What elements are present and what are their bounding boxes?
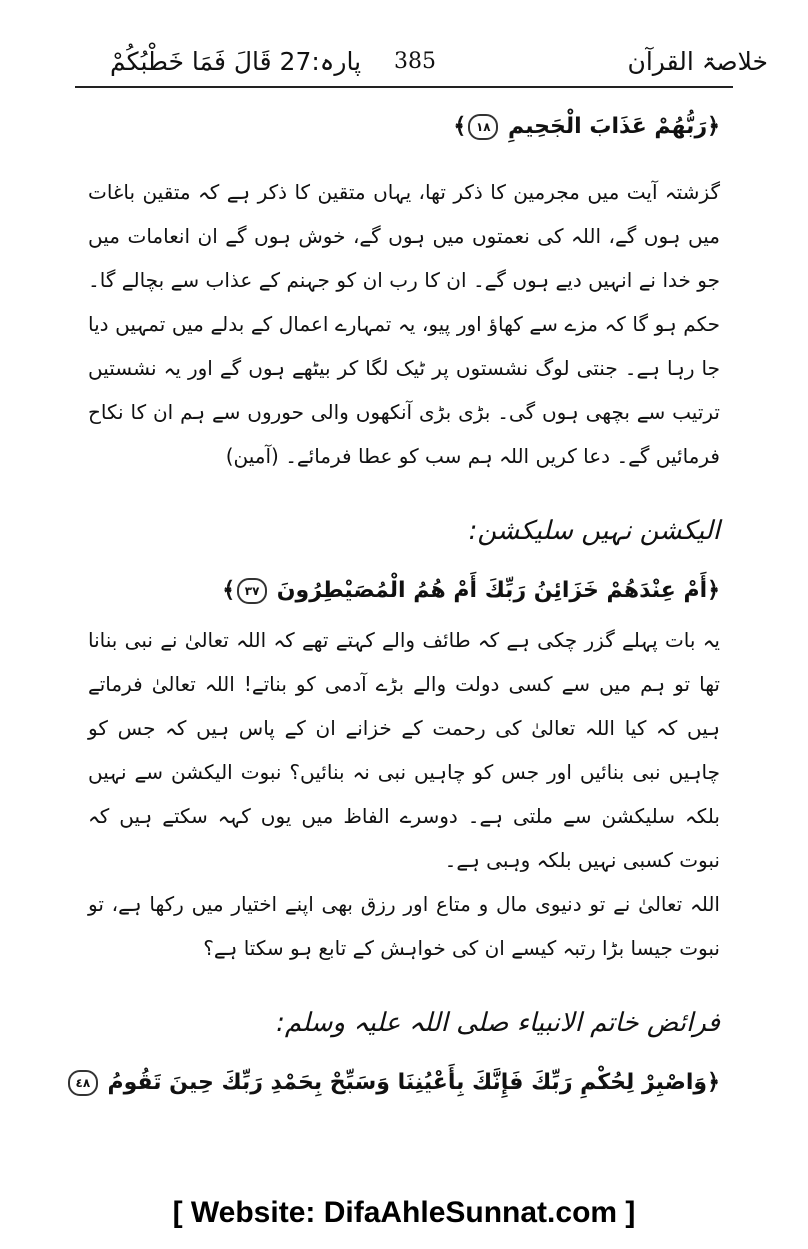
website-footer: [ Website: DifaAhleSunnat.com ] (172, 1196, 636, 1229)
ayah-number-marker: ٣٧ (237, 578, 267, 604)
ayah-text: أَمْ عِنْدَهُمْ خَزَائِنُ رَبِّكَ أَمْ هُمُ الْمُصَيْطِرُونَ (276, 578, 708, 603)
ayah-line (75, 1056, 720, 1110)
ornate-bracket-close: ﴾ (222, 578, 236, 603)
ayah-line (88, 100, 720, 154)
page-body (75, 100, 720, 1110)
page-header (30, 42, 778, 86)
ornate-bracket-open: ﴿ (707, 114, 720, 139)
header-divider (75, 86, 733, 88)
paragraph: اللہ تعالیٰ نے تو دنیوی مال و متاع اور رزق بھی اپنے اختیار میں رکھا ہے، تو نبوت جیسا بڑا رتبہ کیسے ان کی خواہش کے تابع ہو سکتا ہے؟ (88, 892, 720, 960)
ayah-line (88, 564, 720, 618)
ayah-text: وَاصْبِرْ لِحُكْمِ رَبِّكَ فَإِنَّكَ بِأَعْيُنِنَا وَسَبِّحْ بِحَمْدِ رَبِّكَ حِينَ تَقُومُ (107, 1070, 708, 1095)
ornate-bracket-open: ﴿ (707, 1070, 720, 1095)
section-heading: فرائض خاتم الانبیاء صلی اللہ علیہ وسلم: (276, 1008, 720, 1038)
ayah-text: رَبُّهُمْ عَذَابَ الْجَحِيمِ (507, 114, 708, 139)
ornate-bracket-open: ﴿ (707, 578, 720, 603)
ayah-number-marker: ١٨ (468, 114, 498, 140)
page-number: 385 (394, 49, 436, 74)
para-title: پارہ:27 قَالَ فَمَا خَطْبُكُمْ (110, 47, 362, 76)
book-title: خلاصۃ القرآن (627, 47, 768, 76)
ornate-bracket-close: ﴾ (453, 114, 467, 139)
paragraph: یہ بات پہلے گزر چکی ہے کہ طائف والے کہتے تھے کہ اللہ تعالیٰ نے نبی بنانا تھا تو ہم میں سے کسی دولت والے بڑے آدمی کو بناتے! اللہ تعالیٰ فرماتے ہیں کہ کیا اللہ تعالیٰ کی رحمت کے خزانے ان کے پاس ہیں کہ جس کو چاہیں نبی بنائیں اور جس کو چاہیں نبی نہ بنائیں؟ نبوت الیکشن سے نہیں بلکہ سلیکشن سے ملتی ہے۔ دوسرے الفاظ میں یوں کہہ سکتے ہیں کہ نبوت کسبی نہیں بلکہ وہبی ہے۔ (88, 628, 720, 872)
section-heading: الیکشن نہیں سلیکشن: (468, 516, 720, 546)
paragraph: گزشتہ آیت میں مجرمین کا ذکر تھا، یہاں متقین کا ذکر ہے کہ متقین باغات میں ہوں گے، اللہ کی نعمتوں میں ہوں گے، خوش ہوں گے ان انعامات میں جو خدا نے انہیں دیے ہوں گے۔ ان کا رب ان کو جہنم کے عذاب سے بچالے گا۔ حکم ہو گا کہ مزے سے کھاؤ اور پیو، یہ تمہارے اعمال کے بدلے میں تمہیں دیا جا رہا ہے۔ جنتی لوگ نشستوں پر ٹیک لگا کر بیٹھے ہوں گے اور یہ نشستیں ترتیب سے بچھی ہوں گی۔ بڑی بڑی آنکھوں والی حوروں سے ہم ان کا نکاح فرمائیں گے۔ دعا کریں اللہ ہم سب کو عطا فرمائے۔ (آمین) (88, 180, 720, 468)
ayah-number-marker: ٤٨ (68, 1070, 98, 1096)
